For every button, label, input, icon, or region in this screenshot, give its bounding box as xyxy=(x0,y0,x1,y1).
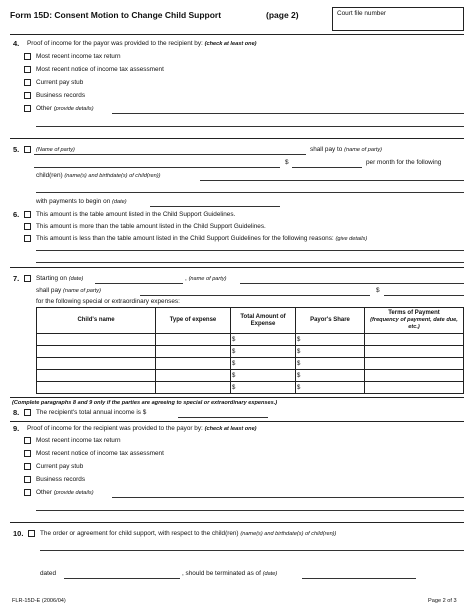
cell-dollar: $ xyxy=(232,336,236,343)
section-4-number: 4. xyxy=(13,39,20,48)
table-row xyxy=(37,346,464,358)
s7-date-hint: (date) xyxy=(68,276,84,282)
s9-item-label: Current pay stub xyxy=(36,463,84,470)
s9-checkbox-notice-assessment[interactable] xyxy=(24,450,31,457)
s4-item-label: Other (provide details) xyxy=(36,105,94,112)
section-6-number: 6. xyxy=(13,210,20,219)
cell-total[interactable] xyxy=(231,358,296,370)
s5-date-line[interactable] xyxy=(150,206,280,207)
cell-terms[interactable] xyxy=(365,346,464,358)
terms-header-hint: (frequency of payment, date due, etc.) xyxy=(370,317,458,330)
s7-date-line[interactable] xyxy=(95,283,183,284)
cell-dollar: $ xyxy=(232,360,236,367)
s10-date-hint: (date) xyxy=(262,571,278,577)
s5-recipient-line[interactable] xyxy=(34,167,280,168)
s4-other-hint: (provide details) xyxy=(53,106,94,112)
divider xyxy=(10,267,464,268)
s7-following: for the following special or extraordinary expenses: xyxy=(36,298,180,305)
s5-shall-pay-to: shall pay to (name of party) xyxy=(310,146,383,153)
cell-share[interactable] xyxy=(296,346,365,358)
s4-details-line[interactable] xyxy=(36,126,464,127)
s5-date-hint: (date) xyxy=(112,199,127,205)
s4-checkbox-other[interactable] xyxy=(24,105,31,112)
footer-form-code: FLR-15D-E (2006/04) xyxy=(12,598,66,604)
s5-name-of-party2: (name of party) xyxy=(344,147,383,153)
col-total-amount: Total Amount of Expense xyxy=(231,308,296,334)
cell-dollar: $ xyxy=(297,360,301,367)
s7-name-of-party2: (name of party) xyxy=(63,288,101,294)
s9-checkbox-other[interactable] xyxy=(24,489,31,496)
cell-total[interactable] xyxy=(231,370,296,382)
cell-share[interactable] xyxy=(296,334,365,346)
divider xyxy=(10,34,464,35)
s9-item-label: Most recent income tax return xyxy=(36,437,121,444)
col-type-of-expense: Type of expense xyxy=(156,308,231,334)
s6-checkbox-table-amount[interactable] xyxy=(24,211,31,218)
col-childs-name: Child's name xyxy=(37,308,156,334)
s7-checkbox[interactable] xyxy=(24,275,31,282)
s4-item-label: Most recent income tax return xyxy=(36,53,121,60)
cell-type[interactable] xyxy=(156,370,231,382)
s6-option-3: This amount is less than the table amount listed in the Child Support Guidelines for the following reasons: (give details) xyxy=(36,235,368,242)
s6-option-3-hint: (give details) xyxy=(335,236,368,242)
cell-dollar: $ xyxy=(297,384,301,391)
s4-checkbox-pay-stub[interactable] xyxy=(24,79,31,86)
s7-recipient-line[interactable] xyxy=(140,295,370,296)
s5-payments-begin: with payments to begin on (date) xyxy=(36,198,127,205)
section-7-number: 7. xyxy=(13,274,20,283)
s6-option-2: This amount is more than the table amount listed in the Child Support Guidelines. xyxy=(36,223,266,230)
section-10-number: 10. xyxy=(13,529,24,538)
cell-total[interactable] xyxy=(231,382,296,394)
s4-checkbox-notice-assessment[interactable] xyxy=(24,66,31,73)
s10-dated: dated xyxy=(40,570,56,577)
terms-header-label: Terms of Payment xyxy=(388,310,440,316)
s4-checkbox-tax-return[interactable] xyxy=(24,53,31,60)
s9-checkbox-pay-stub[interactable] xyxy=(24,463,31,470)
s6-checkbox-more-than[interactable] xyxy=(24,223,31,230)
s5-per-month: per month for the following xyxy=(366,159,442,166)
s8-dollar: $ xyxy=(142,409,147,416)
s7-name-of-party: (name of party) xyxy=(188,276,227,282)
section-9-number: 9. xyxy=(13,424,20,433)
divider xyxy=(10,397,464,398)
cell-share[interactable] xyxy=(296,382,365,394)
s7-comma-party: , (name of party) xyxy=(185,275,227,282)
s7-party-line[interactable] xyxy=(240,283,464,284)
cell-terms[interactable] xyxy=(365,334,464,346)
s9-item-label: Other (provide details) xyxy=(36,489,94,496)
table-row xyxy=(37,334,464,346)
cell-dollar: $ xyxy=(232,384,236,391)
cell-type[interactable] xyxy=(156,358,231,370)
s8-income-line[interactable] xyxy=(178,417,268,418)
cell-dollar: $ xyxy=(297,336,301,343)
court-file-label: Court file number xyxy=(337,10,387,17)
cell-terms[interactable] xyxy=(365,358,464,370)
s4-item-label: Most recent notice of income tax assessment xyxy=(36,66,164,73)
s9-other-hint: (provide details) xyxy=(53,490,94,496)
s10-hint: (name(s) and birthdate(s) of child(ren)) xyxy=(240,531,337,537)
s9-details-line[interactable] xyxy=(36,510,464,511)
s10-checkbox[interactable] xyxy=(28,530,35,537)
s6-reasons-line-2[interactable] xyxy=(36,262,464,263)
section-9-text: Proof of income for the recipient was provided to the payor by: (check at least one) xyxy=(27,425,257,432)
table-row xyxy=(37,382,464,394)
s5-party-line[interactable] xyxy=(34,154,306,155)
s5-children-line[interactable] xyxy=(200,180,464,181)
s6-option-1: This amount is the table amount listed in the Child Support Guidelines. xyxy=(36,211,236,218)
s6-checkbox-less-than[interactable] xyxy=(24,235,31,242)
section-4-text: Proof of income for the payor was provided to the recipient by: (check at least one) xyxy=(27,40,257,47)
s9-checkbox-tax-return[interactable] xyxy=(24,437,31,444)
col-terms-of-payment xyxy=(365,308,464,334)
divider xyxy=(10,421,464,422)
cell-terms[interactable] xyxy=(365,370,464,382)
footer-page-number: Page 2 of 3 xyxy=(428,598,457,604)
s5-name-of-party: (Name of party) xyxy=(36,147,75,153)
page-indicator: (page 2) xyxy=(266,10,299,20)
cell-childs-name[interactable] xyxy=(37,358,156,370)
s7-amount-line[interactable] xyxy=(384,295,464,296)
cell-type[interactable] xyxy=(156,346,231,358)
s4-other-line[interactable] xyxy=(112,113,464,114)
divider xyxy=(10,138,464,139)
s9-other-line[interactable] xyxy=(112,497,464,498)
s7-starting-on: Starting on (date) xyxy=(36,275,84,282)
s5-children-line-2[interactable] xyxy=(36,192,464,193)
cell-dollar: $ xyxy=(297,348,301,355)
section-8-number: 8. xyxy=(13,408,20,417)
s7-shall-pay: shall pay (name of party) xyxy=(36,287,101,294)
s5-children-hint: (name(s) and birthdate(s) of child(ren)) xyxy=(64,173,161,179)
s5-checkbox[interactable] xyxy=(24,146,31,153)
s4-checkbox-business-records[interactable] xyxy=(24,92,31,99)
col-payors-share: Payor's Share xyxy=(296,308,365,334)
cell-dollar: $ xyxy=(297,372,301,379)
s4-item-label: Current pay stub xyxy=(36,79,84,86)
table-row xyxy=(37,370,464,382)
section-4-hint: (check at least one) xyxy=(204,41,257,47)
s8-text: The recipient's total annual income is $ xyxy=(36,409,147,416)
s9-item-label: Most recent notice of income tax assessment xyxy=(36,450,164,457)
court-file-number-box[interactable] xyxy=(332,7,464,31)
paragraph-note: (Complete paragraphs 8 and 9 only if the parties are agreeing to special or extraordinary expenses.) xyxy=(12,400,278,406)
cell-terms[interactable] xyxy=(365,382,464,394)
s9-item-label: Business records xyxy=(36,476,86,483)
section-5-number: 5. xyxy=(13,145,20,154)
divider xyxy=(10,522,464,523)
cell-share[interactable] xyxy=(296,358,365,370)
s9-checkbox-business-records[interactable] xyxy=(24,476,31,483)
cell-childs-name[interactable] xyxy=(37,346,156,358)
s5-amount-line[interactable] xyxy=(292,167,362,168)
cell-childs-name[interactable] xyxy=(37,334,156,346)
s8-checkbox[interactable] xyxy=(24,409,31,416)
cell-childs-name[interactable] xyxy=(37,382,156,394)
s4-item-label: Business records xyxy=(36,92,86,99)
cell-childs-name[interactable] xyxy=(37,370,156,382)
s10-text: The order or agreement for child support, with respect to the child(ren) (name(s) and birthdate(s) of child(ren)) xyxy=(40,530,337,537)
table-row xyxy=(37,358,464,370)
form-title: Form 15D: Consent Motion to Change Child Support xyxy=(10,10,222,20)
s6-reasons-line[interactable] xyxy=(36,250,464,251)
cell-dollar: $ xyxy=(232,372,236,379)
expenses-table xyxy=(36,307,464,394)
cell-total[interactable] xyxy=(231,334,296,346)
cell-dollar: $ xyxy=(232,348,236,355)
cell-total[interactable] xyxy=(231,346,296,358)
section-9-hint: (check at least one) xyxy=(204,426,257,432)
s5-children-label: child(ren) (name(s) and birthdate(s) of child(ren)) xyxy=(36,172,161,179)
s10-children-line[interactable] xyxy=(40,550,464,551)
s10-date-line[interactable] xyxy=(302,578,416,579)
cell-share[interactable] xyxy=(296,370,365,382)
s10-dated-line[interactable] xyxy=(64,578,180,579)
cell-type[interactable] xyxy=(156,382,231,394)
s5-dollar: $ xyxy=(285,159,289,166)
cell-type[interactable] xyxy=(156,334,231,346)
s7-dollar: $ xyxy=(376,287,380,294)
s10-terminated: , should be terminated as of (date) xyxy=(182,570,278,577)
